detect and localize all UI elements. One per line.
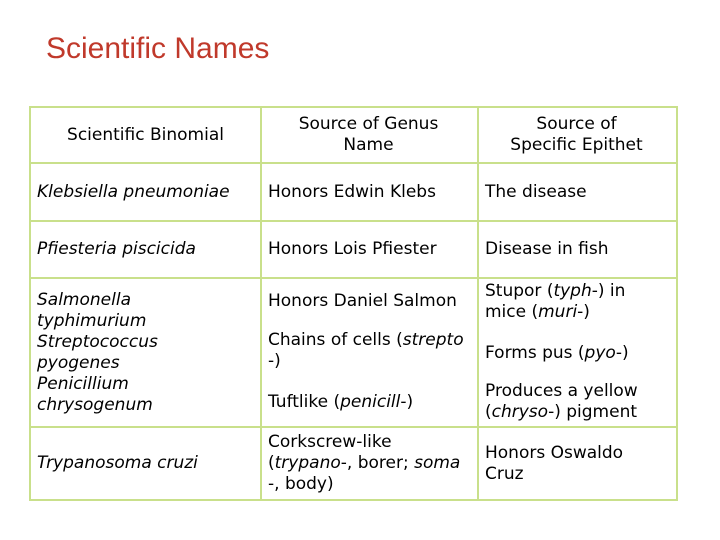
genus-text: Corkscrew-like — [268, 432, 392, 452]
table-cell-genus — [262, 428, 477, 499]
table-cell-binomial — [31, 428, 260, 499]
binomial-text: typhimurium — [37, 310, 147, 331]
epithet-text-part: Forms pus ( — [485, 342, 585, 363]
genus-text: Honors Daniel Salmon — [268, 290, 457, 311]
table-cell-epithet — [479, 428, 676, 499]
binomial-text: Trypanosoma cruzi — [37, 453, 198, 473]
epithet-text-part: ( — [485, 402, 492, 422]
genus-text-part: -) — [268, 351, 281, 371]
epithet-text-root: pyo — [584, 342, 616, 363]
epithet-text-part: Stupor ( — [485, 281, 554, 301]
epithet-text: Honors Oswaldo — [485, 442, 624, 463]
genus-text-root: strepto — [402, 330, 464, 350]
table-cell-genus — [262, 222, 477, 277]
genus-text — [268, 392, 413, 413]
epithet-text-root: muri — [538, 302, 578, 322]
header-genus-source — [260, 108, 477, 162]
binomial-text: Klebsiella pneumoniae — [37, 181, 230, 202]
header-label: Source of — [536, 114, 617, 134]
epithet-text-root: typh — [553, 281, 592, 301]
header-label: Specific Epithet — [510, 135, 643, 155]
table-cell-epithet — [479, 164, 676, 220]
table-cell-epithet — [479, 222, 676, 277]
table-cell-binomial-group — [31, 279, 260, 426]
table-cell-epithet — [479, 340, 676, 366]
table-cell-epithet — [479, 280, 676, 324]
table-cell-binomial — [31, 222, 260, 277]
epithet-text-part: -) — [615, 342, 629, 363]
epithet-text-part: -) pigment — [548, 402, 638, 422]
table-cell-epithet — [479, 380, 676, 424]
epithet-text-part: -) — [577, 302, 590, 322]
binomial-text: Penicillium — [37, 373, 129, 394]
epithet-text-root: chryso — [491, 402, 549, 422]
genus-text: -, body) — [268, 474, 334, 494]
table-cell-genus — [262, 328, 477, 374]
binomial-text: Salmonella — [37, 289, 131, 310]
table-cell-binomial — [31, 164, 260, 220]
binomial-text: pyogenes — [37, 352, 120, 373]
scientific-names-table — [29, 106, 678, 501]
slide-title: Scientific Names — [46, 32, 270, 65]
binomial-text: Streptococcus — [37, 331, 158, 352]
table-cell-genus — [262, 389, 477, 415]
table-cell-genus — [262, 164, 477, 220]
header-epithet-source — [477, 108, 676, 162]
table-cell-genus — [262, 288, 477, 314]
genus-text-part: Chains of cells ( — [268, 330, 403, 350]
binomial-text: chrysogenum — [37, 394, 153, 415]
genus-text-part: -, borer; — [340, 453, 415, 473]
genus-text-root: penicill — [340, 391, 401, 412]
genus-text-part: Tuftlike ( — [268, 391, 341, 412]
epithet-text — [485, 281, 625, 302]
genus-text-root: trypano — [274, 453, 341, 473]
epithet-text: Produces a yellow — [485, 381, 638, 401]
epithet-text — [485, 343, 629, 364]
epithet-text-part: -) in — [591, 281, 626, 301]
genus-text — [268, 453, 460, 474]
header-label: Scientific Binomial — [67, 124, 224, 145]
epithet-text — [485, 402, 637, 423]
epithet-text — [485, 302, 590, 323]
genus-text: Honors Lois Pfiester — [268, 239, 437, 259]
genus-text-root: soma — [414, 453, 461, 473]
genus-text — [268, 330, 464, 351]
epithet-text-part: mice ( — [485, 302, 539, 322]
epithet-text: Disease in fish — [485, 239, 609, 259]
genus-text-part: ( — [268, 453, 275, 473]
epithet-text: Cruz — [485, 463, 524, 484]
genus-text-part: -) — [400, 391, 414, 412]
header-label: Source of Genus — [298, 114, 439, 134]
epithet-text: The disease — [485, 181, 587, 202]
header-label: Name — [343, 135, 394, 155]
header-scientific-binomial — [31, 108, 260, 162]
genus-text: Honors Edwin Klebs — [268, 181, 436, 202]
binomial-text: Pfiesteria piscicida — [37, 239, 196, 259]
